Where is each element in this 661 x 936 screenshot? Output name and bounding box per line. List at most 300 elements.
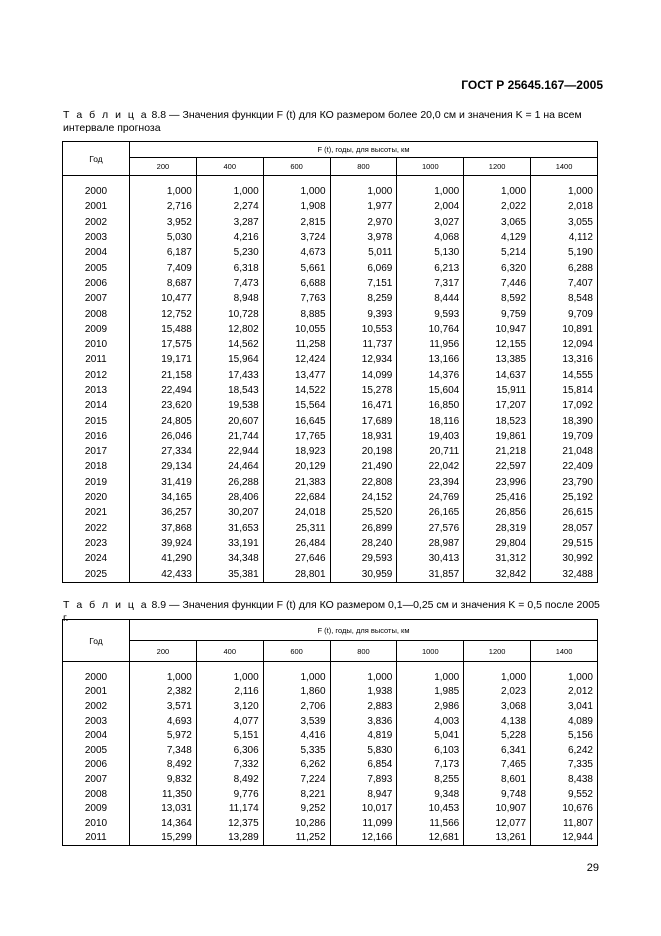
value-cell: 10,728 bbox=[196, 306, 263, 321]
spacer-cell bbox=[196, 176, 263, 185]
spacer-cell bbox=[330, 662, 397, 671]
year-cell: 2005 bbox=[63, 743, 130, 758]
value-cell: 24,018 bbox=[263, 505, 330, 520]
value-cell: 4,089 bbox=[531, 714, 598, 729]
table-row bbox=[63, 352, 598, 367]
spacer-cell bbox=[63, 662, 130, 671]
value-cell: 12,752 bbox=[130, 306, 197, 321]
table-8-8 bbox=[62, 141, 598, 583]
value-cell: 2,116 bbox=[196, 685, 263, 700]
spacer-cell bbox=[397, 662, 464, 671]
value-cell: 4,129 bbox=[464, 230, 531, 245]
table-row bbox=[63, 699, 598, 714]
value-cell: 3,041 bbox=[531, 699, 598, 714]
value-cell: 1,860 bbox=[263, 685, 330, 700]
value-cell: 24,152 bbox=[330, 490, 397, 505]
value-cell: 8,438 bbox=[531, 772, 598, 787]
value-cell: 5,214 bbox=[464, 245, 531, 260]
value-cell: 19,538 bbox=[196, 398, 263, 413]
year-cell: 2010 bbox=[63, 816, 130, 831]
value-cell: 5,661 bbox=[263, 260, 330, 275]
value-cell: 2,382 bbox=[130, 685, 197, 700]
value-cell: 17,092 bbox=[531, 398, 598, 413]
altitude-column-header: 200 bbox=[130, 641, 197, 662]
value-cell: 24,769 bbox=[397, 490, 464, 505]
table-row bbox=[63, 831, 598, 846]
value-cell: 17,765 bbox=[263, 429, 330, 444]
table-row bbox=[63, 413, 598, 428]
value-cell: 17,575 bbox=[130, 337, 197, 352]
value-cell: 5,156 bbox=[531, 728, 598, 743]
value-cell: 24,805 bbox=[130, 413, 197, 428]
table-row bbox=[63, 260, 598, 275]
value-cell: 10,286 bbox=[263, 816, 330, 831]
value-cell: 7,473 bbox=[196, 276, 263, 291]
value-cell: 11,566 bbox=[397, 816, 464, 831]
value-cell: 23,996 bbox=[464, 475, 531, 490]
value-cell: 31,857 bbox=[397, 566, 464, 582]
table-spacer-row bbox=[63, 662, 598, 671]
spacer-cell bbox=[63, 176, 130, 185]
year-cell: 2021 bbox=[63, 505, 130, 520]
value-cell: 23,790 bbox=[531, 475, 598, 490]
value-cell: 5,041 bbox=[397, 728, 464, 743]
value-cell: 22,042 bbox=[397, 459, 464, 474]
value-cell: 17,433 bbox=[196, 368, 263, 383]
value-cell: 34,165 bbox=[130, 490, 197, 505]
altitude-column-header: 1000 bbox=[397, 641, 464, 662]
value-cell: 19,861 bbox=[464, 429, 531, 444]
value-cell: 6,103 bbox=[397, 743, 464, 758]
value-cell: 37,868 bbox=[130, 521, 197, 536]
value-cell: 14,522 bbox=[263, 383, 330, 398]
value-cell: 11,099 bbox=[330, 816, 397, 831]
value-cell: 7,151 bbox=[330, 276, 397, 291]
value-cell: 9,252 bbox=[263, 801, 330, 816]
value-cell: 5,030 bbox=[130, 230, 197, 245]
value-cell: 3,120 bbox=[196, 699, 263, 714]
value-cell: 6,341 bbox=[464, 743, 531, 758]
value-cell: 8,687 bbox=[130, 276, 197, 291]
value-cell: 6,213 bbox=[397, 260, 464, 275]
altitude-column-header: 200 bbox=[130, 158, 197, 176]
value-cell: 4,673 bbox=[263, 245, 330, 260]
value-cell: 2,004 bbox=[397, 199, 464, 214]
value-cell: 12,681 bbox=[397, 831, 464, 846]
value-cell: 22,944 bbox=[196, 444, 263, 459]
value-cell: 9,552 bbox=[531, 787, 598, 802]
year-cell: 2001 bbox=[63, 685, 130, 700]
value-cell: 1,000 bbox=[531, 184, 598, 199]
value-cell: 9,593 bbox=[397, 306, 464, 321]
value-cell: 26,484 bbox=[263, 536, 330, 551]
table-row bbox=[63, 215, 598, 230]
value-cell: 26,899 bbox=[330, 521, 397, 536]
year-cell: 2005 bbox=[63, 260, 130, 275]
value-cell: 22,494 bbox=[130, 383, 197, 398]
spacer-cell bbox=[130, 662, 197, 671]
value-cell: 19,171 bbox=[130, 352, 197, 367]
value-cell: 9,393 bbox=[330, 306, 397, 321]
value-cell: 14,637 bbox=[464, 368, 531, 383]
value-cell: 1,000 bbox=[531, 670, 598, 685]
value-cell: 7,335 bbox=[531, 758, 598, 773]
table-row bbox=[63, 801, 598, 816]
year-cell: 2018 bbox=[63, 459, 130, 474]
value-cell: 18,523 bbox=[464, 413, 531, 428]
value-cell: 25,311 bbox=[263, 521, 330, 536]
spacer-cell bbox=[531, 176, 598, 185]
year-cell: 2020 bbox=[63, 490, 130, 505]
year-cell: 2015 bbox=[63, 413, 130, 428]
caption-text: 8.9 — Значения функции F (t) для КО размером 0,1—0,25 см и значения K = 0,5 после 2005 г. bbox=[63, 599, 600, 624]
value-cell: 26,856 bbox=[464, 505, 531, 520]
document-header: ГОСТ Р 25645.167—2005 bbox=[461, 78, 603, 92]
value-cell: 11,252 bbox=[263, 831, 330, 846]
value-cell: 28,987 bbox=[397, 536, 464, 551]
year-cell: 2012 bbox=[63, 368, 130, 383]
value-cell: 21,490 bbox=[330, 459, 397, 474]
value-cell: 9,759 bbox=[464, 306, 531, 321]
value-cell: 3,055 bbox=[531, 215, 598, 230]
value-cell: 7,317 bbox=[397, 276, 464, 291]
value-cell: 17,207 bbox=[464, 398, 531, 413]
year-column-header: Год bbox=[63, 142, 130, 176]
value-cell: 10,947 bbox=[464, 322, 531, 337]
year-cell: 2004 bbox=[63, 728, 130, 743]
spacer-cell bbox=[196, 662, 263, 671]
altitude-column-header: 1400 bbox=[531, 641, 598, 662]
value-cell: 3,027 bbox=[397, 215, 464, 230]
table-row bbox=[63, 306, 598, 321]
value-cell: 8,259 bbox=[330, 291, 397, 306]
value-cell: 2,022 bbox=[464, 199, 531, 214]
value-cell: 2,716 bbox=[130, 199, 197, 214]
altitude-column-header: 1200 bbox=[464, 641, 531, 662]
table-row bbox=[63, 383, 598, 398]
value-cell: 5,011 bbox=[330, 245, 397, 260]
value-cell: 7,446 bbox=[464, 276, 531, 291]
value-cell: 14,376 bbox=[397, 368, 464, 383]
year-cell: 2002 bbox=[63, 215, 130, 230]
value-cell: 1,000 bbox=[464, 184, 531, 199]
value-cell: 30,207 bbox=[196, 505, 263, 520]
value-cell: 15,911 bbox=[464, 383, 531, 398]
year-cell: 2025 bbox=[63, 566, 130, 582]
value-cell: 10,477 bbox=[130, 291, 197, 306]
table-row bbox=[63, 816, 598, 831]
value-cell: 9,709 bbox=[531, 306, 598, 321]
value-cell: 2,706 bbox=[263, 699, 330, 714]
table-8-8-caption bbox=[63, 109, 601, 135]
value-cell: 23,620 bbox=[130, 398, 197, 413]
value-cell: 16,850 bbox=[397, 398, 464, 413]
spacer-cell bbox=[330, 176, 397, 185]
table-row bbox=[63, 566, 598, 582]
value-cell: 18,923 bbox=[263, 444, 330, 459]
value-cell: 2,012 bbox=[531, 685, 598, 700]
value-cell: 8,592 bbox=[464, 291, 531, 306]
value-cell: 10,764 bbox=[397, 322, 464, 337]
value-cell: 4,216 bbox=[196, 230, 263, 245]
value-cell: 5,228 bbox=[464, 728, 531, 743]
value-cell: 31,653 bbox=[196, 521, 263, 536]
value-cell: 6,262 bbox=[263, 758, 330, 773]
value-cell: 2,274 bbox=[196, 199, 263, 214]
altitude-column-header: 600 bbox=[263, 641, 330, 662]
value-cell: 7,224 bbox=[263, 772, 330, 787]
value-cell: 16,645 bbox=[263, 413, 330, 428]
year-cell: 2006 bbox=[63, 758, 130, 773]
value-cell: 31,419 bbox=[130, 475, 197, 490]
value-cell: 7,173 bbox=[397, 758, 464, 773]
value-cell: 15,814 bbox=[531, 383, 598, 398]
caption-text: 8.8 — Значения функции F (t) для КО размером более 20,0 см и значения K = 1 на всем интервале прогноза bbox=[63, 109, 582, 134]
value-cell: 5,335 bbox=[263, 743, 330, 758]
value-cell: 28,801 bbox=[263, 566, 330, 582]
value-cell: 6,320 bbox=[464, 260, 531, 275]
value-cell: 30,413 bbox=[397, 551, 464, 566]
value-cell: 11,350 bbox=[130, 787, 197, 802]
caption-prefix: Т а б л и ц а bbox=[63, 599, 149, 611]
value-cell: 12,166 bbox=[330, 831, 397, 846]
value-cell: 12,375 bbox=[196, 816, 263, 831]
table-row bbox=[63, 398, 598, 413]
value-cell: 9,348 bbox=[397, 787, 464, 802]
value-cell: 3,952 bbox=[130, 215, 197, 230]
spacer-cell bbox=[397, 176, 464, 185]
value-cell: 25,520 bbox=[330, 505, 397, 520]
value-cell: 20,711 bbox=[397, 444, 464, 459]
value-cell: 5,972 bbox=[130, 728, 197, 743]
value-cell: 28,406 bbox=[196, 490, 263, 505]
value-cell: 1,000 bbox=[397, 184, 464, 199]
value-cell: 31,312 bbox=[464, 551, 531, 566]
value-cell: 14,099 bbox=[330, 368, 397, 383]
year-cell: 2008 bbox=[63, 787, 130, 802]
value-cell: 36,257 bbox=[130, 505, 197, 520]
value-cell: 8,444 bbox=[397, 291, 464, 306]
altitude-column-header: 400 bbox=[196, 158, 263, 176]
value-cell: 11,174 bbox=[196, 801, 263, 816]
value-cell: 6,854 bbox=[330, 758, 397, 773]
value-cell: 12,155 bbox=[464, 337, 531, 352]
value-cell: 5,230 bbox=[196, 245, 263, 260]
value-cell: 12,424 bbox=[263, 352, 330, 367]
table-row bbox=[63, 728, 598, 743]
value-cell: 10,907 bbox=[464, 801, 531, 816]
value-cell: 8,948 bbox=[196, 291, 263, 306]
altitude-group-header: F (t), годы, для высоты, км bbox=[130, 142, 598, 158]
year-cell: 2019 bbox=[63, 475, 130, 490]
value-cell: 19,709 bbox=[531, 429, 598, 444]
value-cell: 21,218 bbox=[464, 444, 531, 459]
value-cell: 1,000 bbox=[330, 670, 397, 685]
value-cell: 1,000 bbox=[330, 184, 397, 199]
value-cell: 2,970 bbox=[330, 215, 397, 230]
value-cell: 21,158 bbox=[130, 368, 197, 383]
value-cell: 25,416 bbox=[464, 490, 531, 505]
table-row bbox=[63, 551, 598, 566]
value-cell: 26,046 bbox=[130, 429, 197, 444]
table-row bbox=[63, 490, 598, 505]
year-cell: 2009 bbox=[63, 322, 130, 337]
year-cell: 2011 bbox=[63, 352, 130, 367]
value-cell: 18,931 bbox=[330, 429, 397, 444]
year-cell: 2024 bbox=[63, 551, 130, 566]
table-row bbox=[63, 787, 598, 802]
table-row bbox=[63, 444, 598, 459]
spacer-cell bbox=[263, 176, 330, 185]
value-cell: 6,069 bbox=[330, 260, 397, 275]
value-cell: 15,604 bbox=[397, 383, 464, 398]
value-cell: 13,166 bbox=[397, 352, 464, 367]
value-cell: 28,319 bbox=[464, 521, 531, 536]
year-cell: 2016 bbox=[63, 429, 130, 444]
value-cell: 3,836 bbox=[330, 714, 397, 729]
table-8-9 bbox=[62, 619, 598, 846]
value-cell: 11,258 bbox=[263, 337, 330, 352]
value-cell: 15,564 bbox=[263, 398, 330, 413]
value-cell: 1,000 bbox=[130, 184, 197, 199]
value-cell: 10,017 bbox=[330, 801, 397, 816]
value-cell: 1,000 bbox=[196, 670, 263, 685]
value-cell: 11,737 bbox=[330, 337, 397, 352]
value-cell: 27,576 bbox=[397, 521, 464, 536]
value-cell: 21,383 bbox=[263, 475, 330, 490]
value-cell: 14,562 bbox=[196, 337, 263, 352]
value-cell: 1,000 bbox=[130, 670, 197, 685]
value-cell: 13,289 bbox=[196, 831, 263, 846]
value-cell: 12,944 bbox=[531, 831, 598, 846]
value-cell: 7,409 bbox=[130, 260, 197, 275]
value-cell: 1,000 bbox=[464, 670, 531, 685]
value-cell: 18,543 bbox=[196, 383, 263, 398]
value-cell: 30,992 bbox=[531, 551, 598, 566]
value-cell: 4,138 bbox=[464, 714, 531, 729]
value-cell: 12,934 bbox=[330, 352, 397, 367]
value-cell: 22,409 bbox=[531, 459, 598, 474]
value-cell: 15,488 bbox=[130, 322, 197, 337]
table-row bbox=[63, 184, 598, 199]
value-cell: 4,077 bbox=[196, 714, 263, 729]
value-cell: 4,416 bbox=[263, 728, 330, 743]
value-cell: 10,453 bbox=[397, 801, 464, 816]
value-cell: 21,744 bbox=[196, 429, 263, 444]
table-row bbox=[63, 459, 598, 474]
value-cell: 32,488 bbox=[531, 566, 598, 582]
table-row bbox=[63, 230, 598, 245]
altitude-column-header: 1000 bbox=[397, 158, 464, 176]
altitude-column-header: 400 bbox=[196, 641, 263, 662]
value-cell: 2,986 bbox=[397, 699, 464, 714]
table-row bbox=[63, 670, 598, 685]
value-cell: 5,190 bbox=[531, 245, 598, 260]
value-cell: 7,332 bbox=[196, 758, 263, 773]
value-cell: 22,808 bbox=[330, 475, 397, 490]
year-cell: 2003 bbox=[63, 230, 130, 245]
value-cell: 13,316 bbox=[531, 352, 598, 367]
table-row bbox=[63, 772, 598, 787]
value-cell: 6,242 bbox=[531, 743, 598, 758]
value-cell: 1,000 bbox=[263, 184, 330, 199]
value-cell: 26,288 bbox=[196, 475, 263, 490]
value-cell: 8,947 bbox=[330, 787, 397, 802]
altitude-column-header: 1400 bbox=[531, 158, 598, 176]
value-cell: 15,278 bbox=[330, 383, 397, 398]
value-cell: 12,802 bbox=[196, 322, 263, 337]
value-cell: 18,116 bbox=[397, 413, 464, 428]
value-cell: 7,465 bbox=[464, 758, 531, 773]
altitude-column-header: 800 bbox=[330, 158, 397, 176]
value-cell: 13,031 bbox=[130, 801, 197, 816]
value-cell: 3,978 bbox=[330, 230, 397, 245]
value-cell: 26,165 bbox=[397, 505, 464, 520]
value-cell: 3,068 bbox=[464, 699, 531, 714]
value-cell: 10,055 bbox=[263, 322, 330, 337]
table-row bbox=[63, 245, 598, 260]
altitude-column-header: 800 bbox=[330, 641, 397, 662]
value-cell: 28,057 bbox=[531, 521, 598, 536]
value-cell: 3,539 bbox=[263, 714, 330, 729]
value-cell: 28,240 bbox=[330, 536, 397, 551]
year-cell: 2000 bbox=[63, 184, 130, 199]
table-row bbox=[63, 322, 598, 337]
value-cell: 3,571 bbox=[130, 699, 197, 714]
value-cell: 2,815 bbox=[263, 215, 330, 230]
value-cell: 19,403 bbox=[397, 429, 464, 444]
value-cell: 11,807 bbox=[531, 816, 598, 831]
value-cell: 12,094 bbox=[531, 337, 598, 352]
value-cell: 12,077 bbox=[464, 816, 531, 831]
year-cell: 2017 bbox=[63, 444, 130, 459]
value-cell: 8,548 bbox=[531, 291, 598, 306]
value-cell: 26,615 bbox=[531, 505, 598, 520]
table-row bbox=[63, 505, 598, 520]
value-cell: 15,299 bbox=[130, 831, 197, 846]
value-cell: 3,724 bbox=[263, 230, 330, 245]
page-number: 29 bbox=[586, 862, 599, 874]
value-cell: 9,748 bbox=[464, 787, 531, 802]
table-row bbox=[63, 475, 598, 490]
altitude-column-header: 600 bbox=[263, 158, 330, 176]
value-cell: 1,977 bbox=[330, 199, 397, 214]
value-cell: 5,830 bbox=[330, 743, 397, 758]
value-cell: 4,693 bbox=[130, 714, 197, 729]
altitude-column-header: 1200 bbox=[464, 158, 531, 176]
year-cell: 2000 bbox=[63, 670, 130, 685]
table-row bbox=[63, 199, 598, 214]
year-cell: 2011 bbox=[63, 831, 130, 846]
year-cell: 2007 bbox=[63, 772, 130, 787]
value-cell: 17,689 bbox=[330, 413, 397, 428]
table-row bbox=[63, 337, 598, 352]
table-row bbox=[63, 276, 598, 291]
spacer-cell bbox=[464, 662, 531, 671]
value-cell: 2,883 bbox=[330, 699, 397, 714]
value-cell: 2,018 bbox=[531, 199, 598, 214]
year-column-header: Год bbox=[63, 620, 130, 662]
value-cell: 7,348 bbox=[130, 743, 197, 758]
value-cell: 13,261 bbox=[464, 831, 531, 846]
value-cell: 11,956 bbox=[397, 337, 464, 352]
value-cell: 6,306 bbox=[196, 743, 263, 758]
value-cell: 32,842 bbox=[464, 566, 531, 582]
table-row bbox=[63, 536, 598, 551]
value-cell: 10,676 bbox=[531, 801, 598, 816]
caption-prefix: Т а б л и ц а bbox=[63, 109, 149, 121]
year-cell: 2010 bbox=[63, 337, 130, 352]
